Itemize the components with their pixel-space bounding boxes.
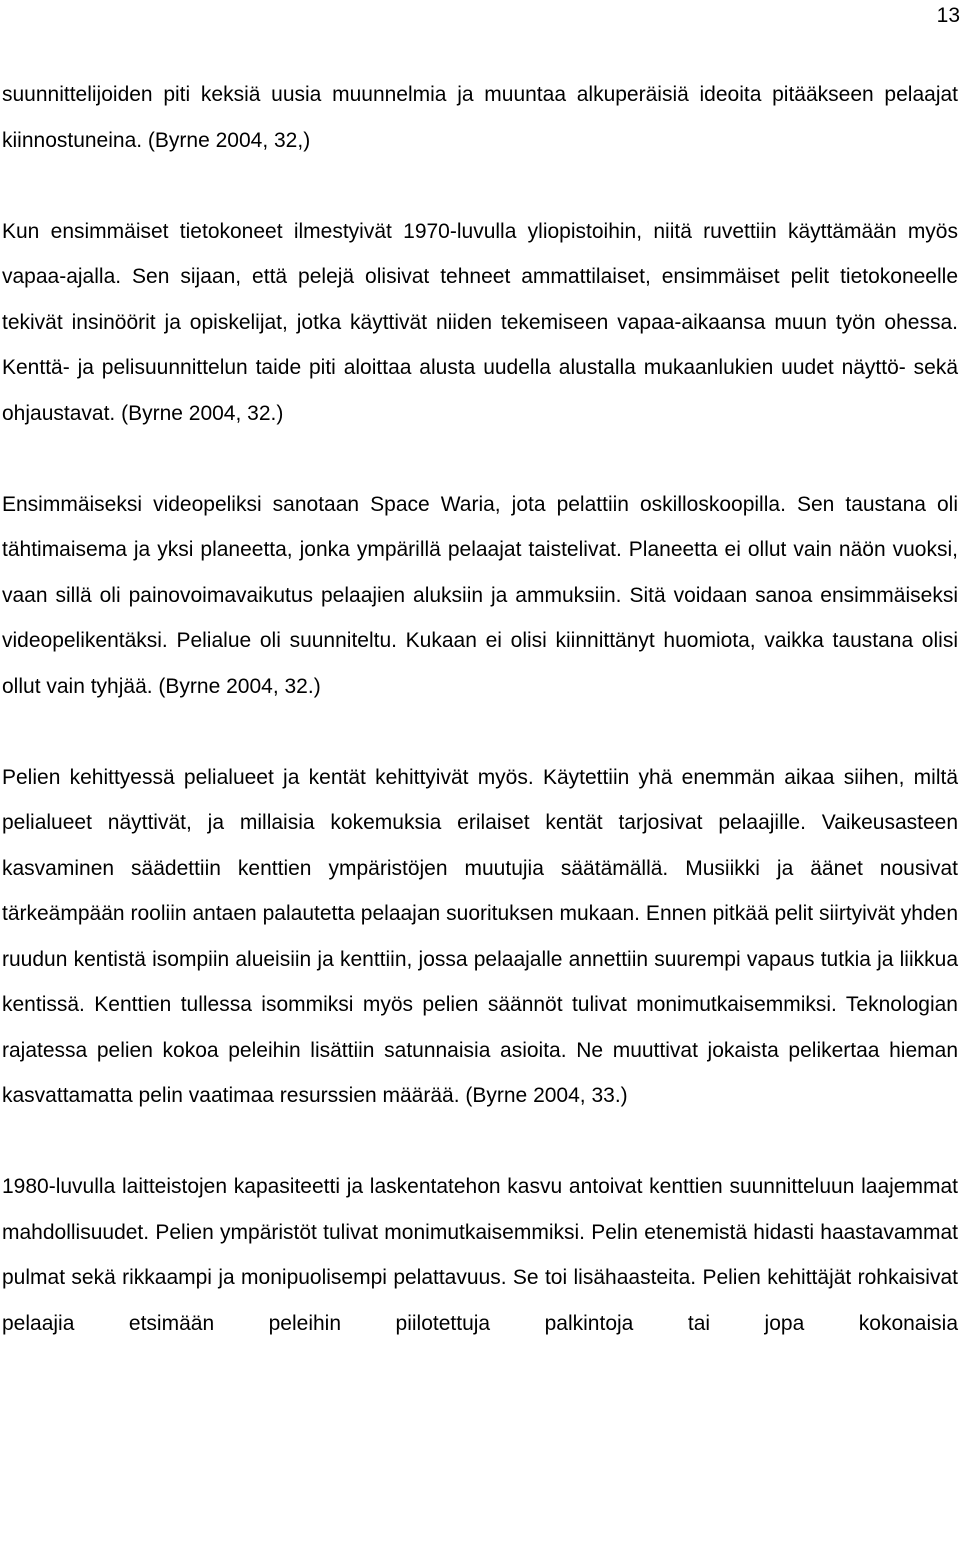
document-body [2,72,958,1346]
paragraph: Ensimmäiseksi videopeliksi sanotaan Space Waria, jota pelattiin oskilloskoopilla. Sen taustana oli tähtimaisema ja yksi planeetta, jonka ympärillä pelaajat taistelivat. Planeetta ei ollut vain näön vuoksi, vaan sillä oli painovoimavaikutus pelaajien aluksiin ja ammuksiin. Sitä voidaan sanoa ensimmäiseksi videopelikentäksi. Pelialue oli suunniteltu. Kukaan ei olisi kiinnittänyt huomiota, vaikka taustana olisi ollut vain tyhjää. (Byrne 2004, 32.) [2,492,958,698]
page-number: 13 [936,4,960,27]
paragraph: 1980-luvulla laitteistojen kapasiteetti ja laskentatehon kasvu antoivat kenttien suunnitteluun laajemmat mahdollisuudet. Pelien ympäristöt tulivat monimutkaisemmiksi. Pelin etenemistä hidasti haastavammat pulmat sekä rikkaampi ja monipuolisempi pelattavuus. Se toi lisähaasteita. Pelien kehittäjät rohkaisivat pelaajia etsimään peleihin piilotettuja palkintoja tai jopa kokonaisia [2,1175,958,1335]
paragraph: suunnittelijoiden piti keksiä uusia muunnelmia ja muuntaa alkuperäisiä ideoita pitääkseen pelaajat kiinnostuneina. (Byrne 2004, 32,) [2,83,958,152]
paragraph: Pelien kehittyessä pelialueet ja kentät kehittyivät myös. Käytettiin yhä enemmän aikaa siihen, miltä pelialueet näyttivät, ja millaisia kokemuksia erilaiset kentät tarjosivat pelaajille. Vaikeusasteen kasvaminen säädettiin kenttien ympäristöjen muutujia säätämällä. Musiikki ja äänet nousivat tärkeämpään rooliin antaen palautetta pelaajan suorituksen mukaan. Ennen pitkää pelit siirtyivät yhden ruudun kentistä isompiin alueisiin ja kenttiin, jossa pelaajalle annettiin suurempi vapaus tutkia ja liikkua kentissä. Kenttien tullessa isommiksi myös pelien säännöt tulivat monimutkaisemmiksi. Teknologian rajatessa pelien kokoa peleihin lisättiin satunnaisia asioita. Ne muuttivat jokaista pelikertaa hieman kasvattamatta pelin vaatimaa resurssien määrää. (Byrne 2004, 33.) [2,765,958,1107]
paragraph: Kun ensimmäiset tietokoneet ilmestyivät 1970-luvulla yliopistoihin, niitä ruvettiin käyttämään myös vapaa-ajalla. Sen sijaan, että pelejä olisivat tehneet ammattilaiset, ensimmäiset pelit tietokoneelle tekivät insinöörit ja opiskelijat, jotka käyttivät niiden tekemiseen vapaa-aikaansa muun työn ohessa. Kenttä- ja pelisuunnittelun taide piti aloittaa alusta uudella alustalla mukaanlukien uudet näyttö- sekä ohjaustavat. (Byrne 2004, 32.) [2,219,958,425]
